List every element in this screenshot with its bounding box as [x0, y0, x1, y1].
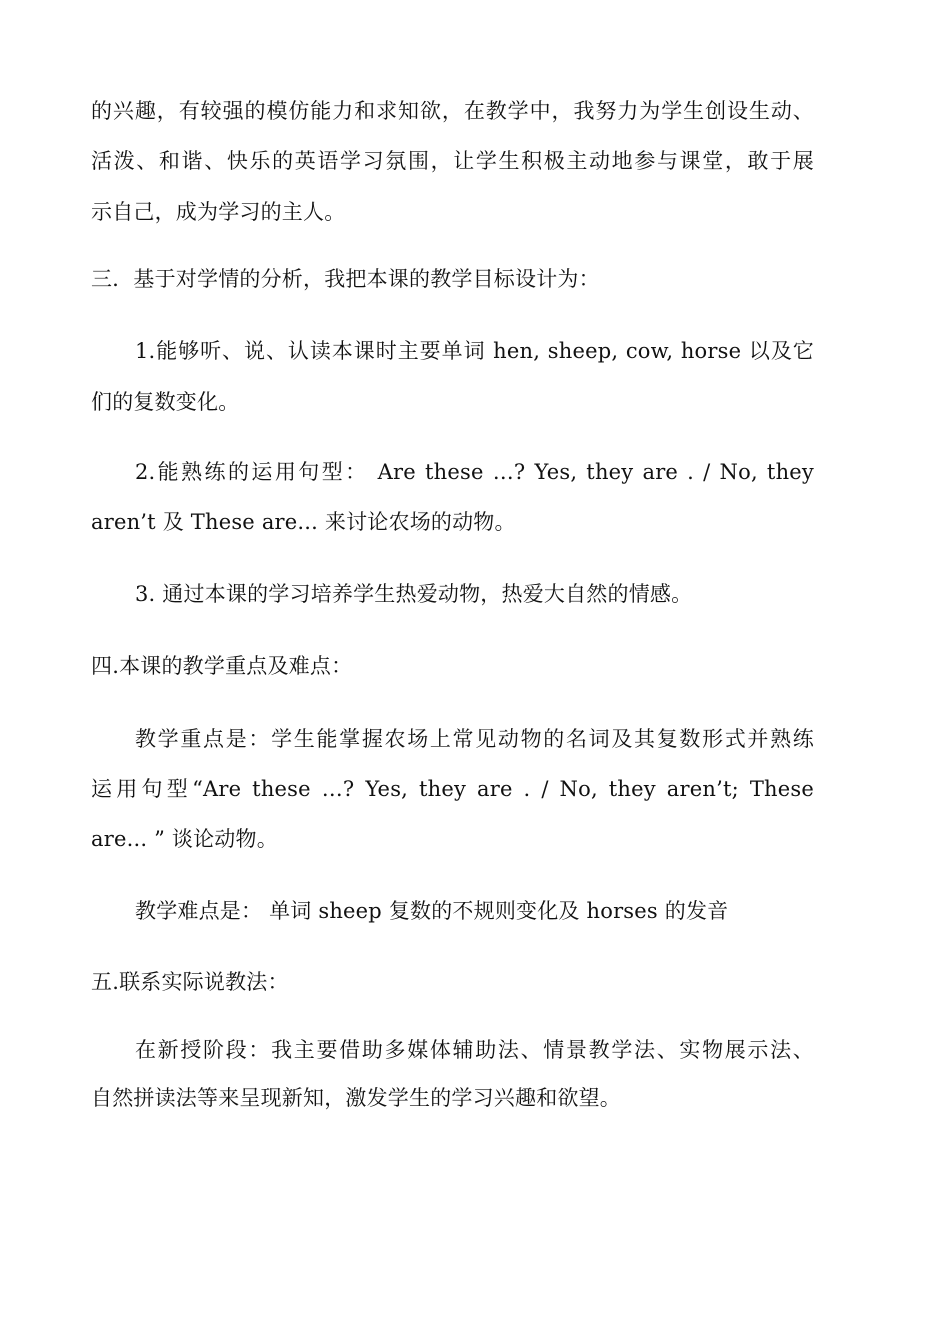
paragraph-line: 示自己，成为学习的主人。 [91, 200, 346, 224]
paragraph-line: are... ” 谈论动物。 [91, 827, 278, 851]
paragraph-line: 自然拼读法等来呈现新知，激发学生的学习兴趣和欲望。 [91, 1086, 621, 1110]
section-heading: 三．基于对学情的分析，我把本课的教学目标设计为： [91, 267, 600, 291]
objective-item: 3. 通过本课的学习培养学生热爱动物，热爱大自然的情感。 [135, 582, 693, 606]
paragraph-line: 在新授阶段：我主要借助多媒体辅助法、情景教学法、实物展示法、 [135, 1038, 814, 1062]
objective-item: 2.能熟练的运用句型： Are these …? Yes, they are . / No, they [135, 460, 814, 484]
paragraph-line: 运用句型“Are these …? Yes, they are . / No, they aren’t; These [91, 777, 814, 801]
section-heading: 五.联系实际说教法： [91, 970, 289, 994]
paragraph-line: 的兴趣，有较强的模仿能力和求知欲，在教学中，我努力为学生创设生动、 [91, 99, 814, 123]
section-heading: 四.本课的教学重点及难点： [91, 654, 353, 678]
paragraph-line: 活泼、和谐、快乐的英语学习氛围，让学生积极主动地参与课堂，敢于展 [91, 149, 814, 173]
objective-item: 1.能够听、说、认读本课时主要单词 hen, sheep, cow, horse 以及它 [135, 339, 814, 363]
paragraph-line: 教学重点是：学生能掌握农场上常见动物的名词及其复数形式并熟练 [135, 727, 814, 751]
paragraph-line: 们的复数变化。 [91, 390, 240, 414]
paragraph-line: 教学难点是： 单词 sheep 复数的不规则变化及 horses 的发音 [135, 899, 729, 923]
paragraph-line: aren’t 及 These are... 来讨论农场的动物。 [91, 510, 516, 534]
